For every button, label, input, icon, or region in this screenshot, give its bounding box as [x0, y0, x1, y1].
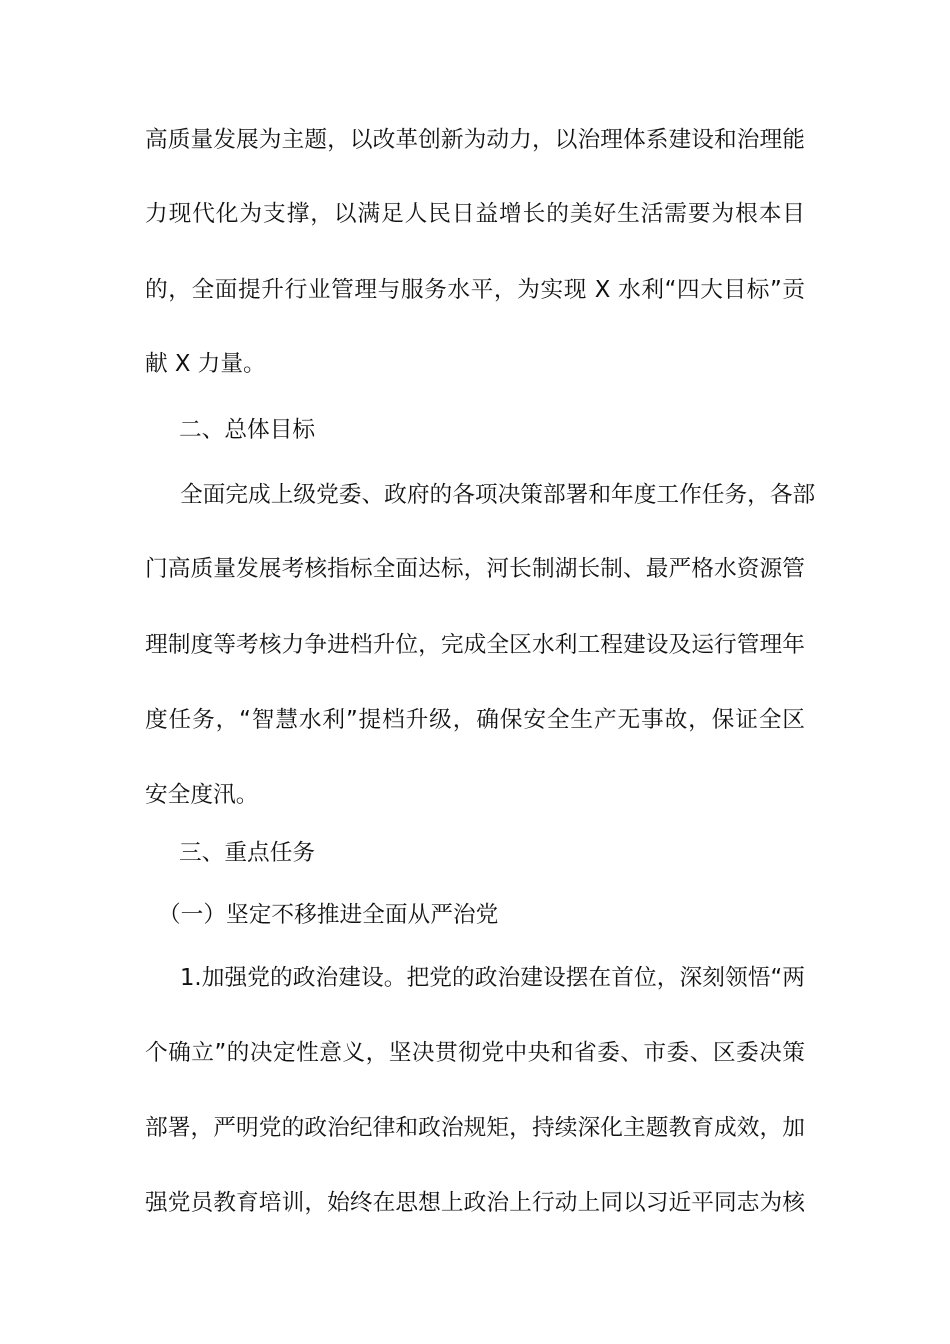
paragraph-line: 门高质量发展考核指标全面达标，河长制湖长制、最严格水资源管 — [145, 556, 805, 582]
paragraph-line: 1.加强党的政治建设。把党的政治建设摆在首位，深刻领悟“两 — [180, 965, 805, 991]
subsection-heading: （一）坚定不移推进全面从严治党 — [158, 902, 499, 928]
paragraph-line: 度任务，“智慧水利”提档升级，确保安全生产无事故，保证全区 — [145, 707, 805, 733]
paragraph-line: 理制度等考核力争进档升位，完成全区水利工程建设及运行管理年 — [145, 632, 805, 658]
section-heading-overall-goals: 二、总体目标 — [179, 417, 316, 443]
section-heading-key-tasks: 三、重点任务 — [179, 840, 316, 866]
paragraph-line: 全面完成上级党委、政府的各项决策部署和年度工作任务，各部 — [180, 482, 816, 508]
paragraph-line: 强党员教育培训，始终在思想上政治上行动上同以习近平同志为核 — [145, 1190, 805, 1216]
paragraph-line: 安全度汛。 — [145, 782, 259, 808]
paragraph-line: 献 X 力量。 — [145, 351, 266, 377]
paragraph-line: 的，全面提升行业管理与服务水平，为实现 X 水利“四大目标”贡 — [145, 277, 805, 303]
paragraph-line: 力现代化为支撑，以满足人民日益增长的美好生活需要为根本目 — [145, 201, 805, 227]
paragraph-line: 高质量发展为主题，以改革创新为动力，以治理体系建设和治理能 — [145, 127, 805, 153]
paragraph-line: 个确立”的决定性意义，坚决贯彻党中央和省委、市委、区委决策 — [145, 1040, 805, 1066]
paragraph-line: 部署，严明党的政治纪律和政治规矩，持续深化主题教育成效，加 — [145, 1115, 805, 1141]
